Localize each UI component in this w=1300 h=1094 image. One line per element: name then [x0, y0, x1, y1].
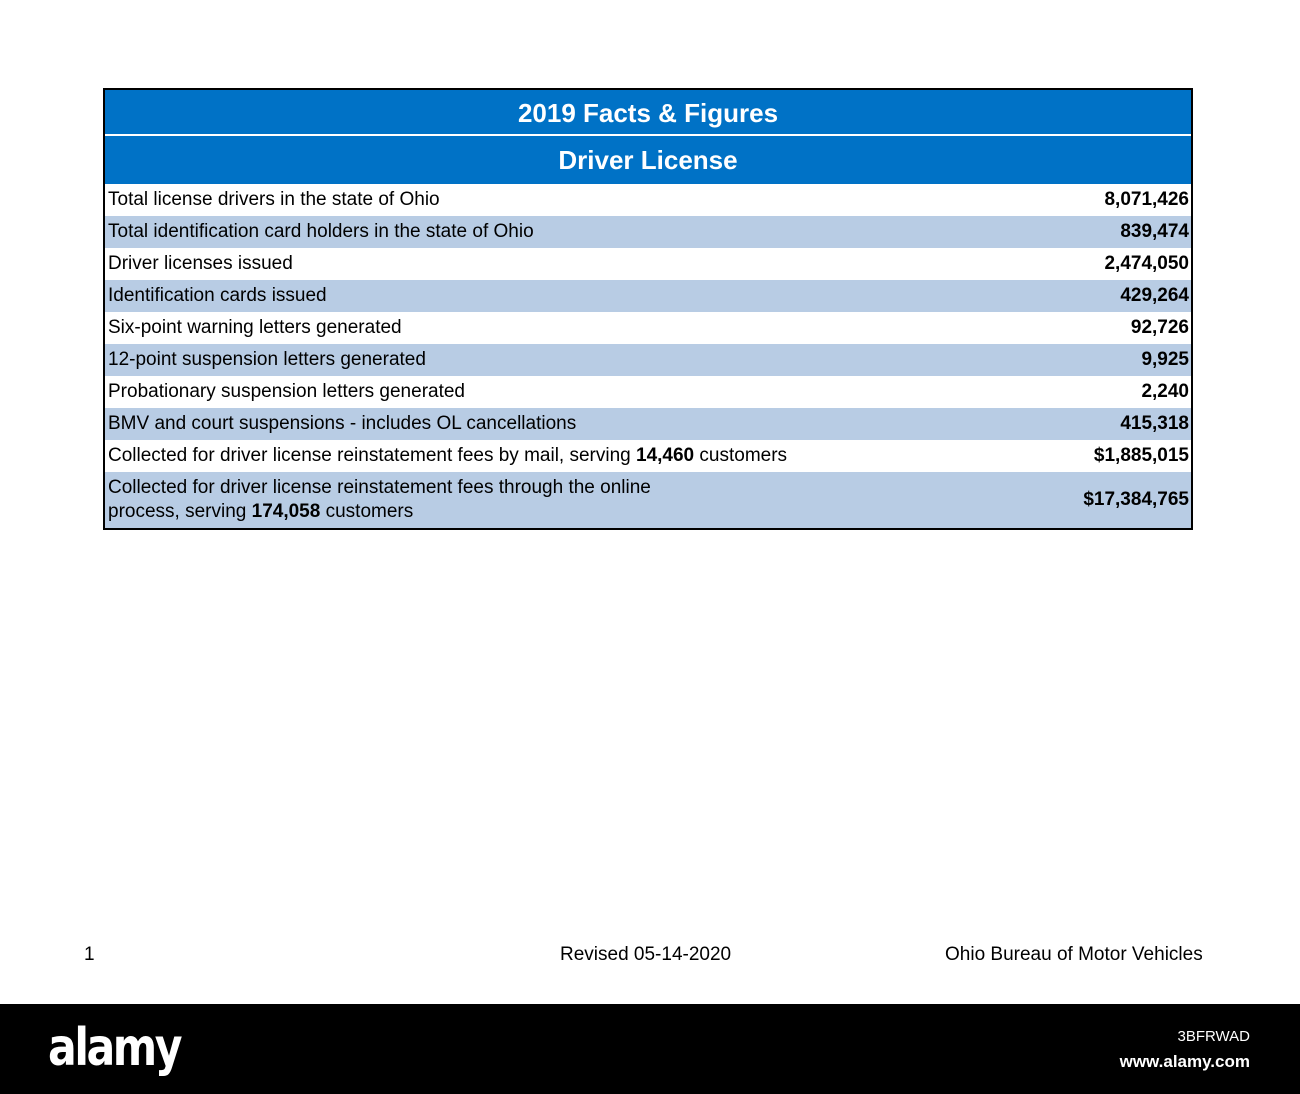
row-label [105, 444, 989, 468]
table-row [105, 440, 1191, 472]
row-value: 2,474,050 [1104, 253, 1189, 274]
table-title: 2019 Facts & Figures [105, 90, 1191, 136]
page-number: 1 [84, 944, 95, 965]
row-value: 415,318 [1120, 413, 1189, 434]
row-label-number: 174,058 [251, 501, 321, 522]
row-value: 429,264 [1120, 285, 1189, 306]
row-label: Driver licenses issued [108, 253, 293, 274]
table-row [105, 248, 1191, 280]
alamy-logo: alamy [48, 1018, 181, 1078]
organization-name: Ohio Bureau of Motor Vehicles [945, 944, 1203, 965]
table-row [105, 280, 1191, 312]
table-row [105, 408, 1191, 440]
facts-table [103, 88, 1193, 530]
row-value: 2,240 [1141, 381, 1189, 402]
table-row [105, 344, 1191, 376]
section-header: Driver License [105, 136, 1191, 184]
table-row [105, 472, 1191, 528]
row-value: $17,384,765 [1083, 489, 1189, 510]
row-label-prefix: Collected for driver license reinstatement fees through the online process, serving [108, 477, 651, 522]
row-label: Six-point warning letters generated [108, 317, 402, 338]
watermark-url: www.alamy.com [1119, 1052, 1250, 1071]
row-label-number: 14,460 [636, 445, 695, 466]
row-value: 839,474 [1120, 221, 1189, 242]
revised-date: Revised 05-14-2020 [560, 944, 732, 965]
table-row [105, 184, 1191, 216]
row-value: 92,726 [1130, 317, 1189, 338]
row-label: 12-point suspension letters generated [108, 349, 426, 370]
row-value: 8,071,426 [1104, 189, 1189, 210]
row-label: Identification cards issued [108, 285, 327, 306]
row-label-prefix: Collected for driver license reinstatement fees by mail, serving [108, 445, 631, 466]
table-row [105, 216, 1191, 248]
row-label: Probationary suspension letters generated [108, 381, 466, 402]
row-label-suffix: customers [325, 501, 414, 522]
row-value: $1,885,015 [1093, 445, 1189, 466]
row-label: BMV and court suspensions - includes OL cancellations [108, 413, 577, 434]
row-label [105, 476, 989, 524]
row-value: 9,925 [1141, 349, 1189, 370]
table-row [105, 376, 1191, 408]
row-label: Total license drivers in the state of Ohio [108, 189, 440, 210]
image-id: 3BFRWAD [1177, 1028, 1250, 1045]
table-row [105, 312, 1191, 344]
watermark-banner [0, 1004, 1300, 1094]
row-label: Total identification card holders in the state of Ohio [108, 221, 534, 242]
row-label-suffix: customers [699, 445, 788, 466]
